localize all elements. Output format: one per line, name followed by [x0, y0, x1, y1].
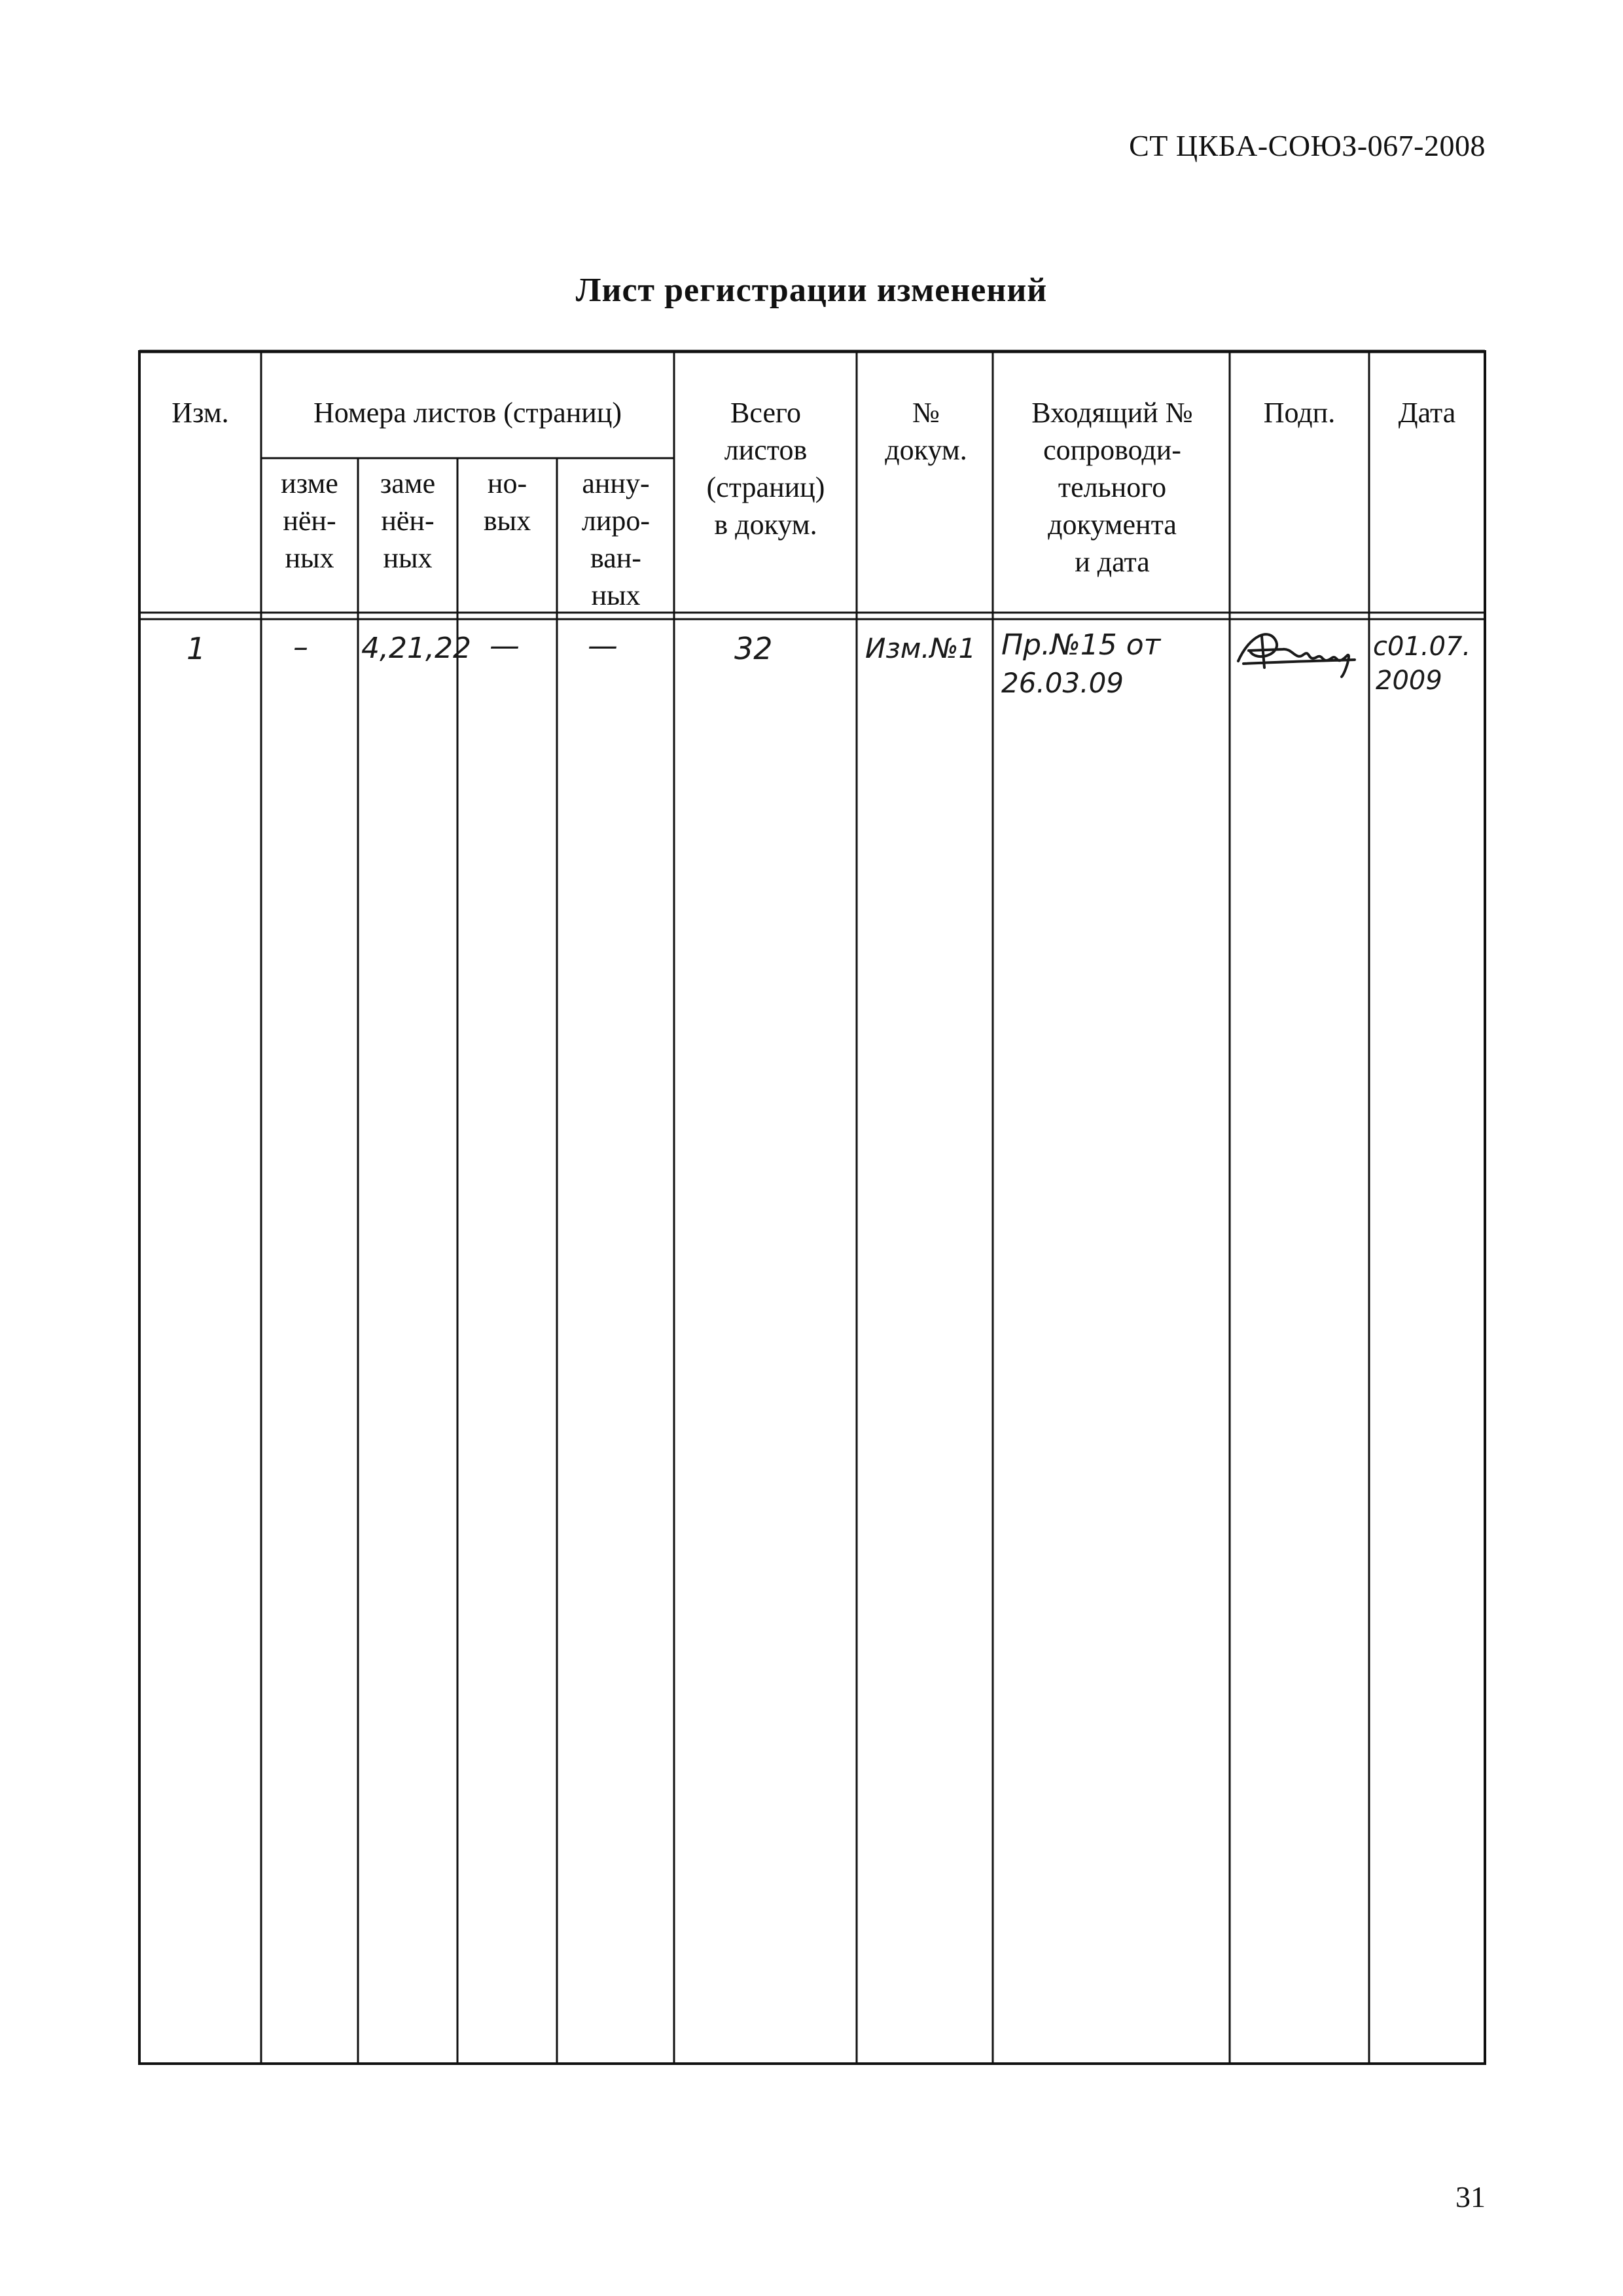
- row-date-line1: с01.07.: [1373, 632, 1471, 662]
- header-annulled: анну- лиро- ван- ных: [581, 467, 651, 611]
- row-new: —: [490, 628, 520, 663]
- header-signature: Подп.: [1263, 397, 1336, 429]
- row-izm: 1: [187, 631, 206, 666]
- row-replaced: 4,21,22: [361, 632, 471, 665]
- header-replaced: заме нён- ных: [380, 467, 436, 574]
- page-title: Лист регистрации изменений: [575, 272, 1048, 309]
- header-changed: изме нён- ных: [281, 467, 338, 574]
- signature-image: [1230, 622, 1361, 681]
- row-doc-number: Изм.№1: [865, 632, 976, 664]
- header-new: но- вых: [483, 467, 531, 537]
- row-total: 32: [734, 631, 773, 666]
- document-code: СТ ЦКБА-СОЮЗ-067-2008: [1129, 129, 1486, 162]
- header-sheet-numbers: Номера листов (страниц): [313, 397, 622, 429]
- row-incoming-line1: Пр.№15 от: [1001, 628, 1161, 662]
- header-total-sheets: Всего листов (страниц) в докум.: [706, 397, 825, 541]
- row-date-line2: 2009: [1376, 666, 1442, 696]
- row-changed: –: [293, 629, 308, 664]
- row-annulled: —: [588, 628, 618, 663]
- header-incoming-document: Входящий № сопроводи- тельного документа и дата: [1031, 397, 1193, 578]
- header-izm: Изм.: [171, 397, 229, 429]
- header-date: Дата: [1398, 397, 1456, 429]
- header-doc-number: № докум.: [885, 397, 967, 466]
- row-incoming-line2: 26.03.09: [1001, 667, 1124, 699]
- page-number: 31: [1455, 2180, 1486, 2214]
